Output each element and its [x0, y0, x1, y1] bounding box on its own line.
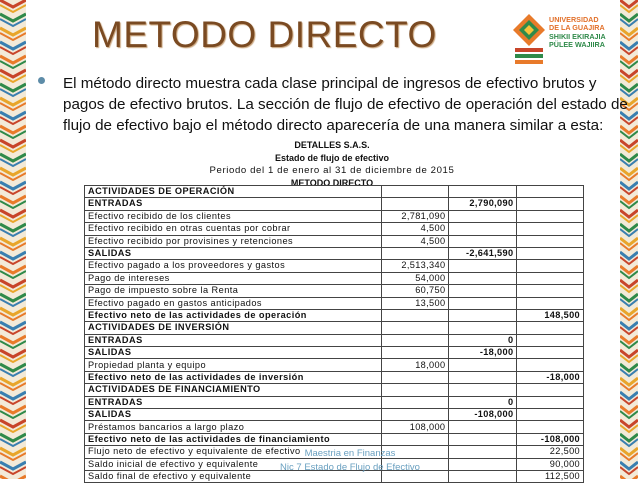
row-label: ENTRADAS: [85, 334, 382, 346]
row-value-c2: [381, 198, 449, 210]
row-label: Pago de impuesto sobre la Renta: [85, 285, 382, 297]
row-value-c2: 54,000: [381, 272, 449, 284]
row-label: Efectivo neto de las actividades de inversión: [85, 371, 382, 383]
row-value-c3: -108,000: [449, 409, 517, 421]
row-value-c3: [449, 210, 517, 222]
row-value-c4: [517, 409, 584, 421]
row-value-c3: [449, 285, 517, 297]
logo-text: [549, 16, 629, 49]
statement-method: METODO DIRECTO: [290, 178, 374, 189]
row-value-c4: [517, 421, 584, 433]
row-value-c3: [449, 322, 517, 334]
row-value-c4: [517, 347, 584, 359]
table-row: [85, 409, 584, 421]
row-label: Efectivo neto de las actividades de operación: [85, 309, 382, 321]
statement-period: Periodo del 1 de enero al 31 de diciembre de 2015: [209, 164, 455, 176]
row-value-c2: [381, 322, 449, 334]
table-row: [85, 359, 584, 371]
row-value-c2: [381, 409, 449, 421]
row-label: Efectivo recibido en otras cuentas por cobrar: [85, 223, 382, 235]
row-label: Saldo final de efectivo y equivalente: [85, 470, 382, 482]
row-value-c4: [517, 285, 584, 297]
row-value-c2: 13,500: [381, 297, 449, 309]
row-label: Efectivo recibido por provisines y retenciones: [85, 235, 382, 247]
row-value-c3: [449, 260, 517, 272]
row-value-c3: [449, 235, 517, 247]
row-label: Efectivo recibido de los clientes: [85, 210, 382, 222]
row-label: Efectivo pagado en gastos anticipados: [85, 297, 382, 309]
row-value-c2: [381, 396, 449, 408]
row-value-c4: [517, 322, 584, 334]
row-label: SALIDAS: [85, 409, 382, 421]
table-row: [85, 433, 584, 445]
row-label: SALIDAS: [85, 247, 382, 259]
row-value-c3: 0: [449, 334, 517, 346]
row-value-c2: 4,500: [381, 223, 449, 235]
decorative-border-left: [0, 0, 26, 479]
row-value-c3: -2,641,590: [449, 247, 517, 259]
table-row: [85, 371, 584, 383]
logo-line-3: SHIKII EKIRAJIA: [549, 31, 606, 41]
row-value-c4: [517, 396, 584, 408]
bullet-icon: [38, 77, 45, 84]
table-row: [85, 297, 584, 309]
row-value-c2: [381, 186, 449, 198]
table-row: [85, 322, 584, 334]
logo-line-4: PÜLEE WAJIIRA: [549, 39, 605, 49]
row-value-c4: [517, 334, 584, 346]
row-value-c2: 18,000: [381, 359, 449, 371]
row-value-c3: [449, 186, 517, 198]
row-label: Pago de intereses: [85, 272, 382, 284]
row-value-c4: [517, 260, 584, 272]
row-label: Saldo inicial de efectivo y equivalente: [85, 458, 382, 470]
table-row: [85, 396, 584, 408]
row-value-c4: [517, 297, 584, 309]
table-row: [85, 198, 584, 210]
row-value-c2: [381, 347, 449, 359]
row-value-c4: [517, 223, 584, 235]
table-row: [85, 272, 584, 284]
row-value-c3: [449, 371, 517, 383]
row-value-c4: 112,500: [517, 470, 584, 482]
row-value-c4: [517, 186, 584, 198]
table-row: [85, 285, 584, 297]
row-value-c2: 2,513,340: [381, 260, 449, 272]
table-row: [85, 334, 584, 346]
table-row: [85, 186, 584, 198]
row-value-c4: [517, 359, 584, 371]
row-value-c2: [381, 371, 449, 383]
row-label: SALIDAS: [85, 347, 382, 359]
statement-company: DETALLES S.A.S.: [294, 140, 370, 150]
table-row: [85, 347, 584, 359]
row-value-c3: 0: [449, 396, 517, 408]
table-row: [85, 309, 584, 321]
row-value-c4: [517, 272, 584, 284]
row-value-c2: 4,500: [381, 235, 449, 247]
slide-paragraph: El método directo muestra cada clase principal de ingresos de efectivo brutos y pagos de efectivo brutos. La sección de flujo de efectivo de operación del estado de flujo de efectivo bajo el método directo aparecería de una manera similar a esta:: [63, 75, 628, 134]
row-value-c4: [517, 235, 584, 247]
row-value-c4: [517, 210, 584, 222]
row-value-c3: [449, 384, 517, 396]
row-value-c4: [517, 247, 584, 259]
table-row: [85, 223, 584, 235]
row-value-c2: [381, 334, 449, 346]
logo-line-1: UNIVERSIDAD: [549, 15, 599, 24]
table-row: [85, 421, 584, 433]
row-value-c2: [381, 384, 449, 396]
footer-line-1: Maestria en Finanzas: [304, 448, 396, 459]
row-label: Propiedad planta y equipo: [85, 359, 382, 371]
row-value-c4: 22,500: [517, 446, 584, 458]
table-row: [85, 210, 584, 222]
row-value-c4: -18,000: [517, 371, 584, 383]
statement-header: [160, 139, 504, 190]
row-label: ENTRADAS: [85, 198, 382, 210]
row-value-c2: 2,781,090: [381, 210, 449, 222]
logo-emblem-icon: [513, 14, 545, 64]
row-value-c3: [449, 272, 517, 284]
table-row: [85, 260, 584, 272]
row-value-c3: [449, 359, 517, 371]
row-value-c4: -108,000: [517, 433, 584, 445]
row-label: Efectivo neto de las actividades de financiamiento: [85, 433, 382, 445]
row-value-c3: [449, 297, 517, 309]
row-value-c4: 148,500: [517, 309, 584, 321]
row-label: ACTIVIDADES DE FINANCIAMIENTO: [85, 384, 382, 396]
row-value-c3: 2,790,090: [449, 198, 517, 210]
row-value-c4: 90,000: [517, 458, 584, 470]
row-value-c4: [517, 198, 584, 210]
row-label: ACTIVIDADES DE INVERSIÓN: [85, 322, 382, 334]
row-value-c3: [449, 309, 517, 321]
row-label: ACTIVIDADES DE OPERACIÓN: [85, 186, 382, 198]
row-value-c3: [449, 223, 517, 235]
cash-flow-table: [84, 185, 584, 483]
row-value-c2: [381, 309, 449, 321]
slide-title: METODO DIRECTO: [92, 14, 437, 55]
row-value-c4: [517, 384, 584, 396]
row-value-c2: [381, 247, 449, 259]
row-value-c2: 60,750: [381, 285, 449, 297]
row-label: ENTRADAS: [85, 396, 382, 408]
table-row: [85, 235, 584, 247]
row-value-c3: [449, 421, 517, 433]
row-value-c2: 108,000: [381, 421, 449, 433]
footer-line-2: Nic 7 Estado de Flujo de Efectivo: [280, 462, 420, 473]
logo-line-2: DE LA GUAJIRA: [549, 23, 605, 33]
row-value-c3: [449, 433, 517, 445]
table-row: [85, 384, 584, 396]
table-row: [85, 247, 584, 259]
row-value-c3: -18,000: [449, 347, 517, 359]
row-label: Préstamos bancarios a largo plazo: [85, 421, 382, 433]
row-value-c2: [381, 433, 449, 445]
row-label: Flujo neto de efectivo y equivalente de efectivo: [85, 446, 382, 458]
row-label: Efectivo pagado a los proveedores y gastos: [85, 260, 382, 272]
statement-name: Estado de flujo de efectivo: [274, 152, 390, 163]
